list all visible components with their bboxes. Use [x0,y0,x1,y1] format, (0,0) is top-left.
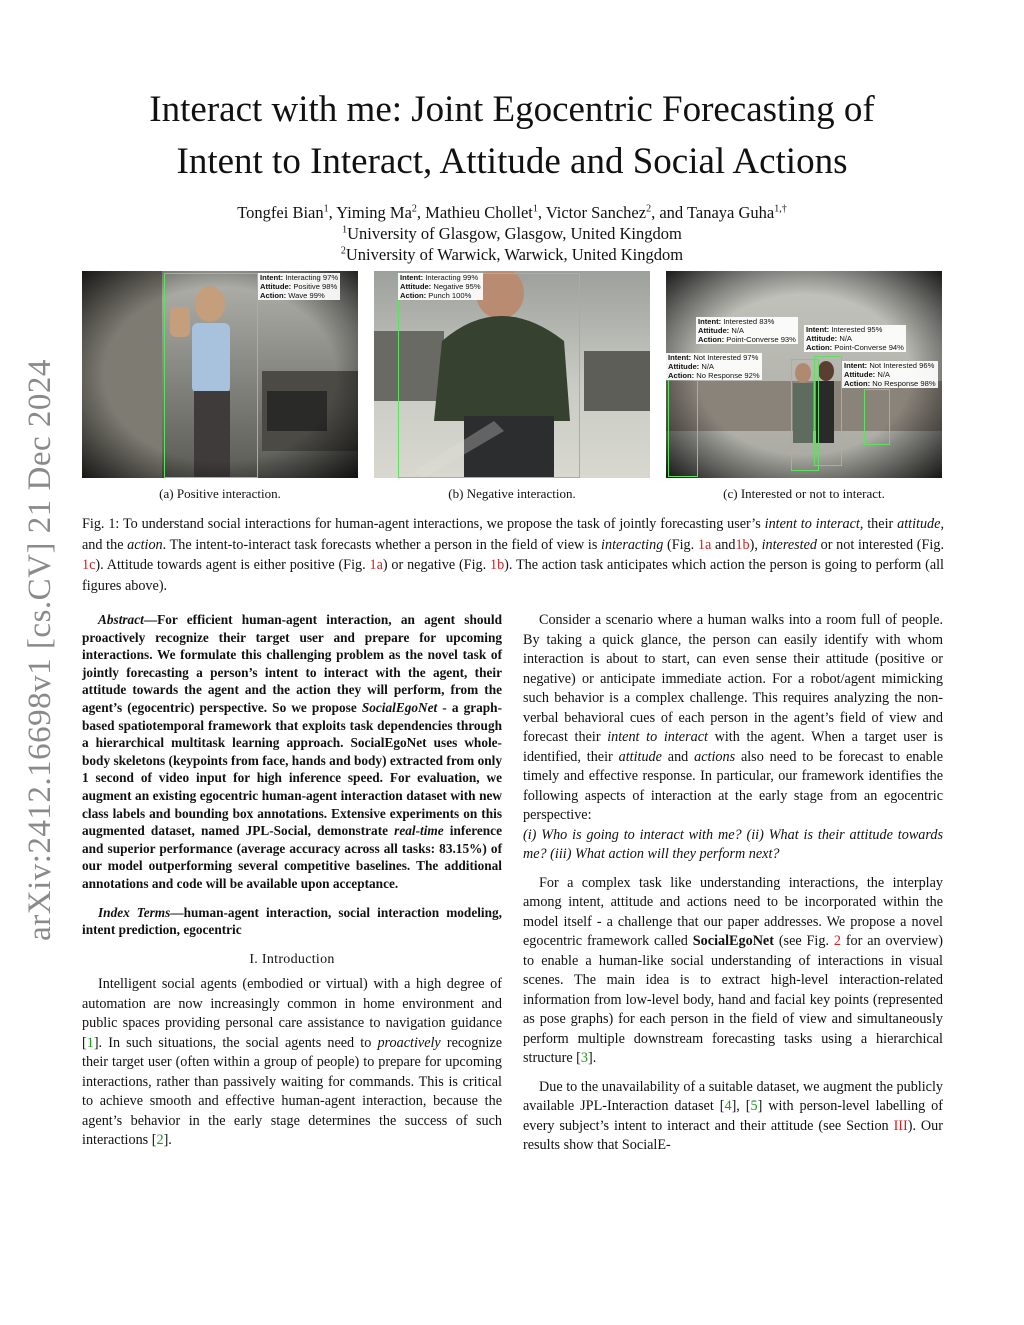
paragraph: Due to the unavailability of a suitable dataset, we augment the publicly available JPL-Interaction dataset [4], [5] with person-level labelling of every subject’s intent to interact and their attitude (see Section III). Our results show that SocialE- [523,1078,944,1153]
citation[interactable]: 4 [724,1098,732,1114]
abstract: Abstract—For efficient human-agent interaction, an agent should proactively recognize their target user and prepare for upcoming interactions. We formulate this challenging problem as the novel task of jointly forecasting a person’s intent to interact with the agent, their attitude towards the agent and the action they will perform, from the agent’s (egocentric) perspective. So we propose SocialEgoNet - a graph-based spatiotemporal framework that exploits task dependencies through a hierarchical multitask learning approach. SocialEgoNet uses whole-body skeletons (keypoints from face, hands and body) extracted from only 1 second of video input for high inference speed. For evaluation, we augment an existing egocentric human-agent interaction dataset with new class labels and bounding box annotations. Extensive experiments on this augmented dataset, named JPL-Social, demonstrate real-time inference and superior performance (average accuracy across all tasks: 83.15%) of our model outperforming several competitive baselines. The additional annotations and code will be available upon acceptance. Index Terms—human-agent interaction, social interaction modeling, intent prediction, egocentric [82,612,502,938]
detection-box [814,356,842,466]
arxiv-stamp: arXiv:2412.16698v1 [cs.CV] 21 Dec 2024 [22,359,58,941]
prediction-label: Intent: Not Interested 96% Attitude: N/A Action: No Response 98% [844,361,936,388]
figure-ref[interactable]: 1b [489,557,505,573]
title-line-2: Intent to Interact, Attitude and Social Actions [176,141,848,182]
author-list: Tongfei Bian$^1$, Yiming Ma$^2$, Mathieu Chollet$^1$, Victor Sanchez$^2$, and Tanaya Guha$^{1,\dagger}$ [237,203,787,222]
citation[interactable]: 1 [86,1034,94,1051]
detection-box [668,379,698,477]
figure-image-a [82,271,358,478]
detection-box [864,389,890,445]
subcaption-a: (a) Positive interaction. [159,486,281,501]
figure-caption: Fig. 1: To understand social interactions for human-agent interactions, we propose the task of jointly forecasting user’s intent to interact, their attitude, and the action. The intent-to-interact task forecasts whether a person in the field of view is interacting (Fig. 1a and1b), interested or not interested (Fig. 1c). Attitude towards agent is either positive (Fig. 1a) or negative (Fig. 1b). The action task anticipates which action the person is going to perform (all figures above). [82,516,945,594]
section-heading: I. Introduction [249,951,335,967]
detection-box [164,273,258,478]
intro-paragraph: Intelligent social agents (embodied or virtual) with a high degree of automation are now increasingly common in home environment and public spaces providing personal care assistance to navigation guidance [1]. In such situations, the social agents need to proactively recognize their target user (often within a group of people) to prepare for upcoming interactions, rather than passively waiting for commands. This is critical to achieve smooth and effective human-agent interaction, because the agent’s behavior in the early stage determines the success of such interactions [2]. [82,976,502,1149]
left-column [82,611,502,1160]
affiliation-2: $^2$University of Warwick, Warwick, United Kingdom [340,245,684,264]
prediction-label: Intent: Interacting 97% Attitude: Positive 98% Action: Wave 99% [260,273,339,300]
figure-ref[interactable]: 1b [735,536,750,553]
figure-image-b [374,271,650,478]
paper-title [80,84,944,188]
subcaption-c: (c) Interested or not to interact. [723,486,885,501]
prediction-label: Intent: Interested 95% Attitude: N/A Action: Point-Converse 94% [806,325,904,352]
prediction-label: Intent: Interacting 99% Attitude: Negative 95% Action: Punch 100% [400,273,481,300]
detection-box [398,273,580,478]
paragraph: For a complex task like understanding interactions, the interplay among intent, attitude and actions need to be incorporated within the model itself - a challenge that our paper addresses. We propose a novel egocentric framework called SocialEgoNet (see Fig. 2 for an overview) to enable a human-like social understanding of interactions in visual scenes. The main idea is to extract high-level interaction-related information from low-level body, hand and facial key points (represented as pose graphs) for each person in the field of view and simultaneously perform multiple downstream forecasting tasks using a hierarchical structure [3]. [523,874,943,1066]
affiliation-1: $^1$University of Glasgow, Glasgow, United Kingdom [342,224,682,243]
prediction-label: Intent: Not Interested 97% Attitude: N/A Action: No Response 92% [668,353,760,380]
citation[interactable]: 5 [750,1098,758,1114]
index-terms: Index Terms—human-agent interaction, social interaction modeling, intent prediction, egocentric [82,904,502,938]
title-line-1: Interact with me: Joint Egocentric Forecasting of [149,89,875,130]
figure-image-c [666,271,942,478]
figure-ref[interactable]: 2 [833,933,841,949]
right-column [523,611,943,1165]
citation[interactable]: 3 [580,1050,589,1066]
figure-ref[interactable]: 1a [369,557,383,573]
figure-ref[interactable]: 1c [82,557,96,573]
figure-ref[interactable]: 1a [697,536,712,553]
citation[interactable]: 2 [156,1132,164,1149]
paragraph: Consider a scenario where a human walks into a room full of people. By taking a quick glance, the person can easily identify with whom interaction is about to start, can even sense their attitude (positive or negative) or anticipate immediate action. For a robot/agent mimicking such behavior is a complex challenge. This requires analyzing the non-verbal behavioral cues of each person in the agent’s field of view and forecast their intent to interact with the agent. When a target user is identified, their attitude and actions also need to be forecast to enable timely and effective response. In particular, our framework identifies the following aspects of interaction at the early stage from an egocentric perspective: (i) Who is going to interact with me? (ii) What is their attitude towards me? (iii) What action will they perform next? [523,612,943,862]
author-block [80,202,944,265]
subcaption-b: (b) Negative interaction. [448,486,576,501]
prediction-label: Intent: Interested 83% Attitude: N/A Action: Point-Converse 93% [698,317,796,344]
section-ref[interactable]: III [893,1117,908,1134]
